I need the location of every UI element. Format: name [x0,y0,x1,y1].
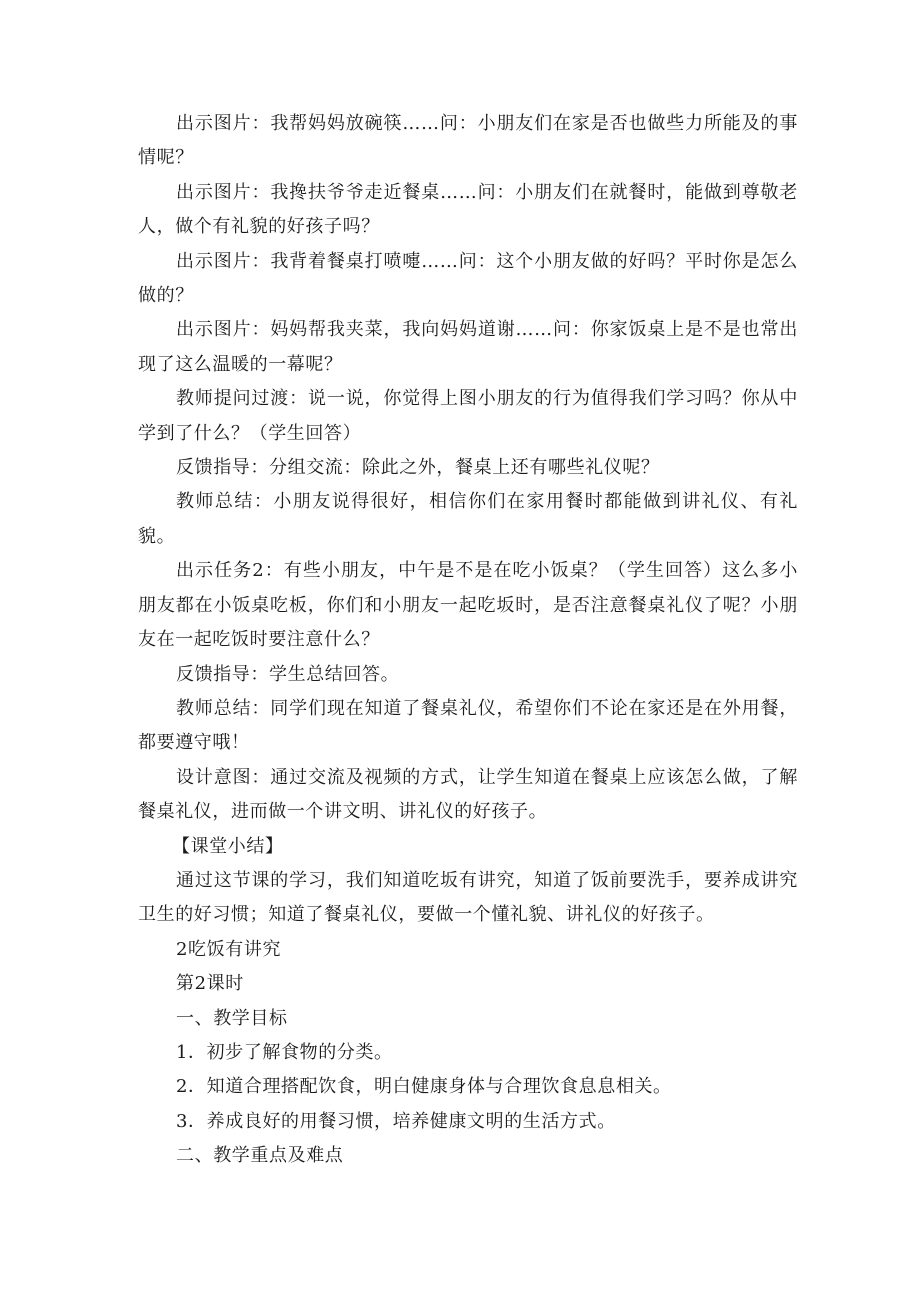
paragraph-teacher-summary-2: 教师总结：同学们现在知道了餐桌礼仪，希望你们不论在家还是在外用餐，都要遵守哦！ [138,697,798,754]
paragraph-design-intent: 设计意图：通过交流及视频的方式，让学生知道在餐桌上应该怎么做，了解餐桌礼仪，进而做一个讲文明、讲礼仪的好孩子。 [138,766,798,823]
paragraph-feedback-2: 反馈指导：学生总结回答。 [176,663,400,685]
paragraph-show-picture-3: 出示图片：我背着餐桌打喷嚏……问：这个小朋友做的好吗？平时你是怎么做的？ [138,250,798,307]
document-page [138,107,798,1174]
objective-item-2: 2．知道合理搭配饮食，明白健康身体与合理饮食息息相关。 [176,1076,672,1098]
paragraph-feedback-1: 反馈指导：分组交流：除此之外，餐桌上还有哪些礼仪呢？ [176,457,660,479]
section-heading-key-points: 二、教学重点及难点 [176,1145,344,1167]
paragraph-show-picture-4: 出示图片：妈妈帮我夹菜，我向妈妈道谢……问：你家饭桌上是不是也常出现了这么温暖的一幕呢？ [138,319,798,375]
paragraph-task-2: 出示任务2：有些小朋友，中午是不是在吃小饭桌？（学生回答）这么多小朋友都在小饭桌吃板，你们和小朋友一起吃坂时，是否注意餐桌礼仪了呢？小朋友在一起吃饭时要注意什么？ [138,560,798,651]
objective-item-1: 1．初步了解食物的分类。 [176,1041,393,1063]
paragraph-show-picture-1: 出示图片：我帮妈妈放碗筷……问：小朋友们在家是否也做些力所能及的事情呢？ [138,113,798,169]
paragraph-teacher-summary-1: 教师总结：小朋友说得很好，相信你们在家用餐时都能做到讲礼仪、有礼貌。 [138,491,798,547]
section-heading-objectives: 一、教学目标 [176,1007,288,1029]
lesson-title: 2吃饭有讲究 [176,938,282,960]
paragraph-teacher-transition: 教师提问过渡：说一说，你觉得上图小朋友的行为值得我们学习吗？你从中学到了什么？（学生回答） [138,388,798,444]
objective-item-3: 3．养成良好的用餐习惯，培养健康文明的生活方式。 [176,1110,616,1132]
summary-heading: 【课堂小结】 [172,835,284,857]
summary-text: 通过这节课的学习，我们知道吃坂有讲究，知道了饭前要洗手，要养成讲究卫生的好习惯；知道了餐桌礼仪，要做一个懂礼貌、讲礼仪的好孩子。 [138,869,798,926]
paragraph-show-picture-2: 出示图片：我搀扶爷爷走近餐桌……问：小朋友们在就餐时，能做到尊敬老人，做个有礼貌的好孩子吗？ [138,181,798,238]
lesson-period: 第2课时 [176,973,244,995]
